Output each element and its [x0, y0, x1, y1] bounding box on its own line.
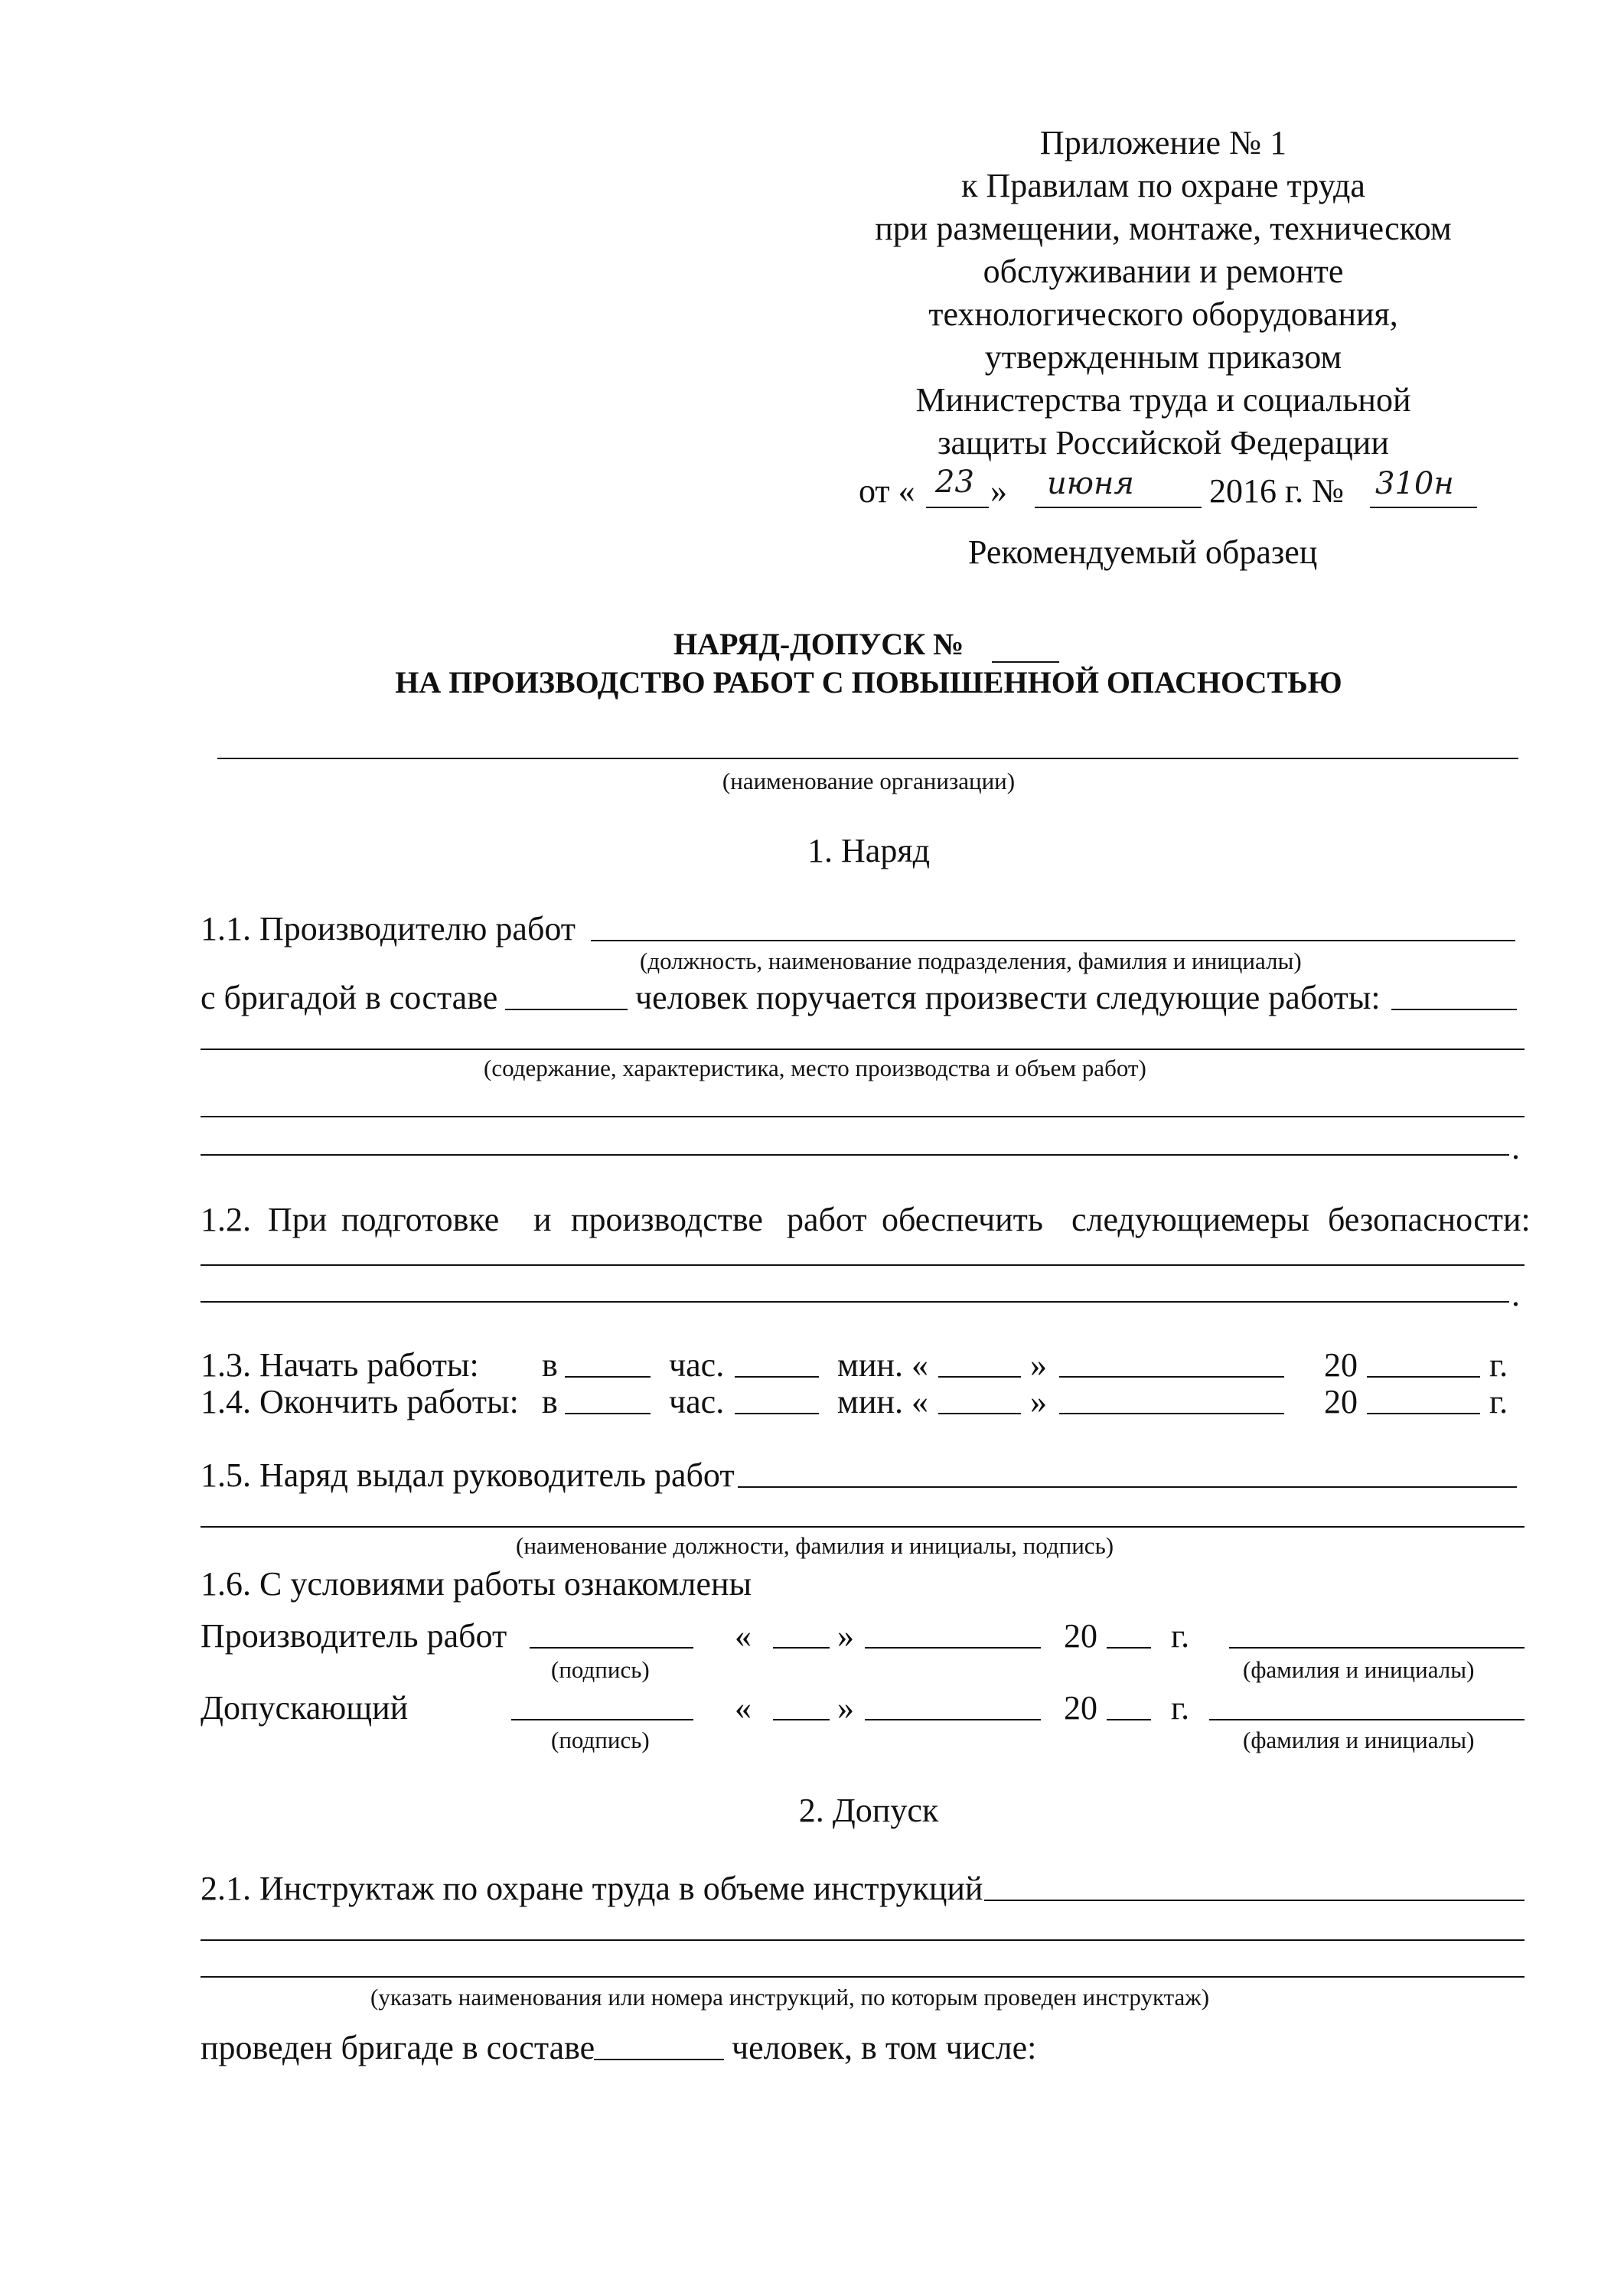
open-quote: «	[735, 1617, 752, 1655]
producer-signature-field[interactable]	[530, 1647, 693, 1649]
justified-word: и	[533, 1201, 552, 1238]
end-minute-field[interactable]	[735, 1413, 819, 1414]
recommended-sample: Рекомендуемый образец	[968, 533, 1318, 571]
min-word: мин. «	[837, 1383, 928, 1420]
date-close: »	[990, 472, 1007, 510]
brigade-size-field[interactable]	[505, 1009, 628, 1010]
twenty: 20	[1064, 1617, 1097, 1655]
issuer-line[interactable]	[201, 1526, 1525, 1528]
safety-measures-line[interactable]	[201, 1301, 1509, 1303]
admitter-name-field[interactable]	[1209, 1719, 1525, 1720]
admitter-year-field[interactable]	[1107, 1719, 1151, 1720]
work-field-start[interactable]	[1391, 1009, 1517, 1010]
annex-line: при размещении, монтаже, техническом	[875, 210, 1452, 247]
year-word: г.	[1171, 1617, 1190, 1655]
name-caption: (фамилия и инициалы)	[1243, 1727, 1475, 1753]
item-2-1-label: 2.1. Инструктаж по охране труда в объеме инструкций	[201, 1870, 983, 1907]
brigade2-suffix: человек, в том числе:	[732, 2029, 1037, 2066]
name-caption: (фамилия и инициалы)	[1243, 1656, 1475, 1683]
annex-line: утвержденным приказом	[984, 338, 1342, 376]
annex-line: к Правилам по охране труда	[961, 167, 1365, 204]
safety-measures-line[interactable]	[201, 1264, 1525, 1266]
item-1-3-label: 1.3. Начать работы:	[201, 1346, 479, 1384]
justified-word: работ	[787, 1201, 867, 1238]
in-word: в	[542, 1346, 558, 1384]
day-underline	[926, 507, 989, 508]
item-1-1-label: 1.1. Производителю работ	[201, 910, 576, 947]
signature-caption: (подпись)	[551, 1727, 650, 1753]
end-year-field[interactable]	[1367, 1413, 1480, 1414]
close-quote: »	[1030, 1346, 1047, 1384]
item-1-6-label: 1.6. С условиями работы ознакомлены	[201, 1565, 752, 1603]
start-hour-field[interactable]	[565, 1376, 651, 1378]
justified-word: следующие	[1071, 1201, 1236, 1238]
section1-heading: 1. Наряд	[807, 832, 930, 869]
brigade-suffix: человек поручается произвести следующие работы:	[635, 979, 1381, 1016]
justified-word: меры	[1234, 1201, 1309, 1238]
close-quote: »	[837, 1617, 854, 1655]
item-2-1-caption: (указать наименования или номера инструкций, по которым проведен инструктаж)	[370, 1984, 1210, 2011]
justified-word: обеспечить	[882, 1201, 1043, 1238]
producer-day-field[interactable]	[773, 1647, 830, 1649]
twenty: 20	[1324, 1346, 1358, 1384]
end-month-field[interactable]	[1059, 1413, 1284, 1414]
instructions-field[interactable]	[984, 1900, 1525, 1901]
close-quote: »	[837, 1689, 854, 1727]
date-year: 2016 г. №	[1209, 472, 1345, 510]
admitter-day-field[interactable]	[773, 1719, 830, 1720]
twenty: 20	[1324, 1383, 1358, 1420]
justified-word: подготовке	[341, 1201, 500, 1238]
section2-heading: 2. Допуск	[798, 1792, 939, 1829]
period-mark: .	[1511, 1129, 1520, 1166]
title-line2: НА ПРОИЗВОДСТВО РАБОТ С ПОВЫШЕННОЙ ОПАСНОСТЬЮ	[395, 665, 1342, 700]
start-month-field[interactable]	[1059, 1376, 1284, 1378]
annex-line: Приложение № 1	[1039, 124, 1287, 161]
start-year-field[interactable]	[1367, 1376, 1480, 1378]
instructions-line[interactable]	[201, 1976, 1525, 1978]
work-description-line[interactable]	[201, 1116, 1525, 1117]
month-underline	[1035, 507, 1202, 508]
title-number-underline	[992, 661, 1059, 663]
signature-caption: (подпись)	[551, 1656, 650, 1683]
end-day-field[interactable]	[938, 1413, 1021, 1414]
producer-year-field[interactable]	[1107, 1647, 1151, 1649]
annex-line: технологического оборудования,	[928, 295, 1398, 333]
start-day-field[interactable]	[938, 1376, 1021, 1378]
work-description-line[interactable]	[201, 1154, 1509, 1156]
annex-line: обслуживании и ремонте	[983, 253, 1344, 290]
close-quote: »	[1030, 1383, 1047, 1420]
organization-line	[217, 758, 1518, 759]
year-word: г.	[1489, 1383, 1508, 1420]
start-minute-field[interactable]	[735, 1376, 819, 1378]
admitter-label: Допускающий	[201, 1689, 409, 1727]
end-hour-field[interactable]	[565, 1413, 651, 1414]
admitter-signature-field[interactable]	[511, 1719, 693, 1720]
producer-name-field[interactable]	[1229, 1647, 1525, 1649]
item-1-1-field[interactable]	[591, 940, 1515, 941]
issuer-field[interactable]	[738, 1486, 1517, 1488]
year-word: г.	[1171, 1689, 1190, 1727]
twenty: 20	[1064, 1689, 1097, 1727]
hour-word: час.	[669, 1346, 725, 1384]
organization-caption: (наименование организации)	[722, 768, 1016, 794]
handwritten-number: 310н	[1375, 466, 1454, 501]
hour-word: час.	[669, 1383, 725, 1420]
period-mark: .	[1511, 1276, 1520, 1313]
instructions-line[interactable]	[201, 1939, 1525, 1941]
open-quote: «	[735, 1689, 752, 1727]
number-underline	[1370, 507, 1477, 508]
item-1-4-label: 1.4. Окончить работы:	[201, 1383, 519, 1420]
work-description-line[interactable]	[201, 1049, 1525, 1050]
justified-word: производстве	[571, 1201, 763, 1238]
annex-line: защиты Российской Федерации	[938, 424, 1389, 461]
title-line1: НАРЯД-ДОПУСК №	[673, 627, 964, 661]
handwritten-month: июня	[1047, 466, 1134, 501]
producer-month-field[interactable]	[865, 1647, 1041, 1649]
item-1-5-caption: (наименование должности, фамилия и инициалы, подпись)	[516, 1532, 1114, 1559]
brigade2-size-field[interactable]	[594, 2059, 724, 2060]
date-prefix: от «	[859, 472, 915, 510]
producer-label: Производитель работ	[201, 1617, 507, 1655]
work-caption: (содержание, характеристика, место производства и объем работ)	[484, 1055, 1146, 1081]
admitter-month-field[interactable]	[865, 1719, 1041, 1720]
justified-word: При	[268, 1201, 328, 1238]
handwritten-day: 23	[935, 465, 974, 500]
annex-line: Министерства труда и социальной	[915, 381, 1411, 419]
year-word: г.	[1489, 1346, 1508, 1384]
brigade2-prefix: проведен бригаде в составе	[201, 2029, 595, 2066]
in-word: в	[542, 1383, 558, 1420]
min-word: мин. «	[837, 1346, 928, 1384]
justified-word: 1.2.	[201, 1201, 251, 1238]
item-1-1-caption: (должность, наименование подразделения, фамилия и инициалы)	[640, 947, 1302, 974]
brigade-prefix: с бригадой в составе	[201, 979, 498, 1016]
justified-word: безопасности:	[1328, 1201, 1531, 1238]
item-1-5-label: 1.5. Наряд выдал руководитель работ	[201, 1456, 735, 1494]
